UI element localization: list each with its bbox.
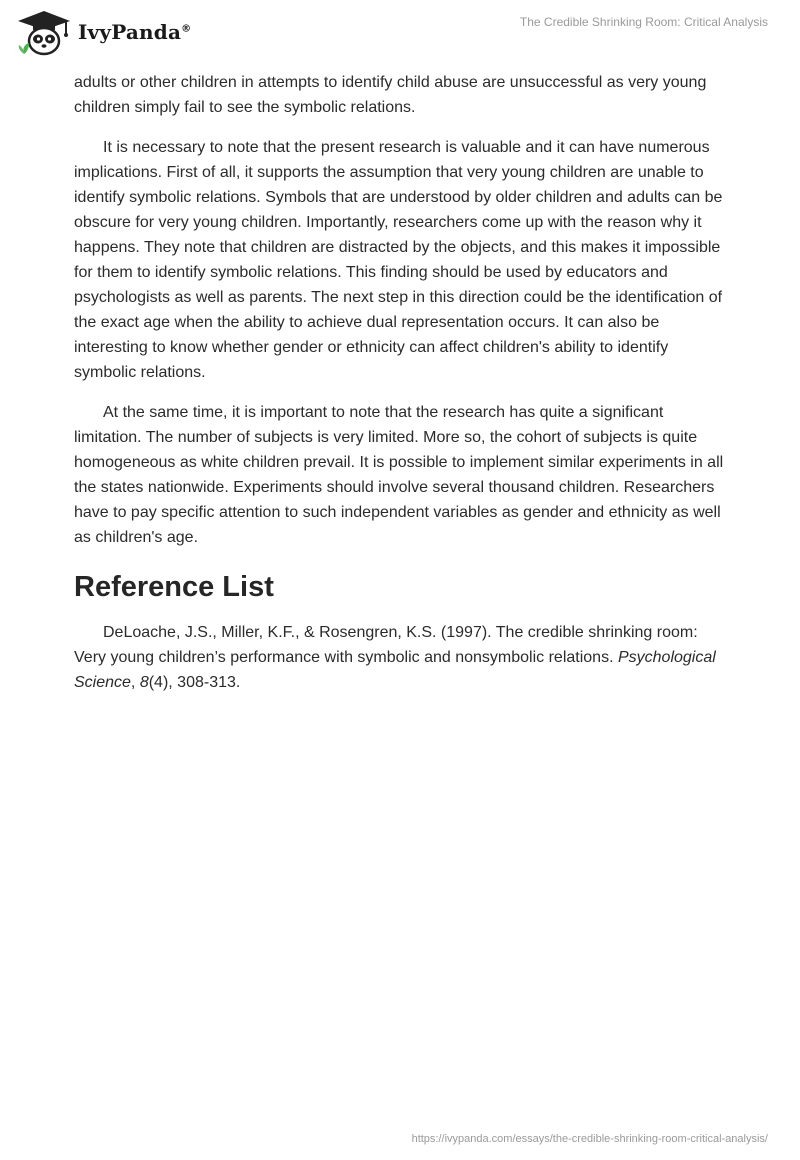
logo-wordmark: IvyPanda® [78, 20, 192, 44]
source-url-link[interactable]: https://ivypanda.com/essays/the-credible-shrinking-room-critical-analysis/ [411, 1133, 768, 1145]
paragraph-limitations: At the same time, it is important to note that the research has quite a significant limitation. The number of subjects is very limited. More so, the cohort of subjects is quite homogeneous as white children prevail. It is possible to implement similar experiments in all the states nationwide. Experiments should involve several thousand children. Researchers have to pay specific attention to such independent variables as gender and ethnicity as well as children's age. [74, 404, 724, 546]
reference-entry [74, 620, 728, 695]
reference-authors-title: DeLoache, J.S., Miller, K.F., & Rosengren, K.S. (1997). The credible shrinking room: Very young children’s performance with symbolic and nonsymbolic relations. [74, 624, 698, 666]
paragraph-continued: adults or other children in attempts to identify child abuse are unsuccessful as very young children simply fail to see the symbolic relations. [74, 74, 707, 116]
reference-volume: 8 [139, 674, 149, 691]
panda-logo-icon [16, 8, 72, 58]
document-body [74, 70, 728, 710]
ivypanda-logo[interactable] [16, 8, 196, 58]
reference-journal: Psychological Science [74, 649, 716, 691]
running-title: The Credible Shrinking Room: Critical Analysis [519, 15, 768, 29]
reference-issue-pages: (4), 308-313. [148, 674, 241, 691]
paragraph-implications: It is necessary to note that the present research is valuable and it can have numerous implications. First of all, it supports the assumption that very young children are unable to identify symbolic relations. Symbols that are understood by older children and adults can be obscure for very young children. Importantly, researchers come up with the reason why it happens. They note that children are distracted by the objects, and this makes it impossible for them to identify symbolic relations. This finding should be used by educators and psychologists as well as parents. The next step in this direction could be the identification of the exact age when the ability to achieve dual representation occurs. It can also be interesting to know whether gender or ethnicity can affect children's ability to identify symbolic relations. [74, 139, 723, 381]
reference-list-heading: Reference List [74, 571, 274, 603]
reference-separator: , [130, 674, 140, 691]
page-header [0, 0, 800, 66]
registered-mark: ® [181, 23, 192, 35]
